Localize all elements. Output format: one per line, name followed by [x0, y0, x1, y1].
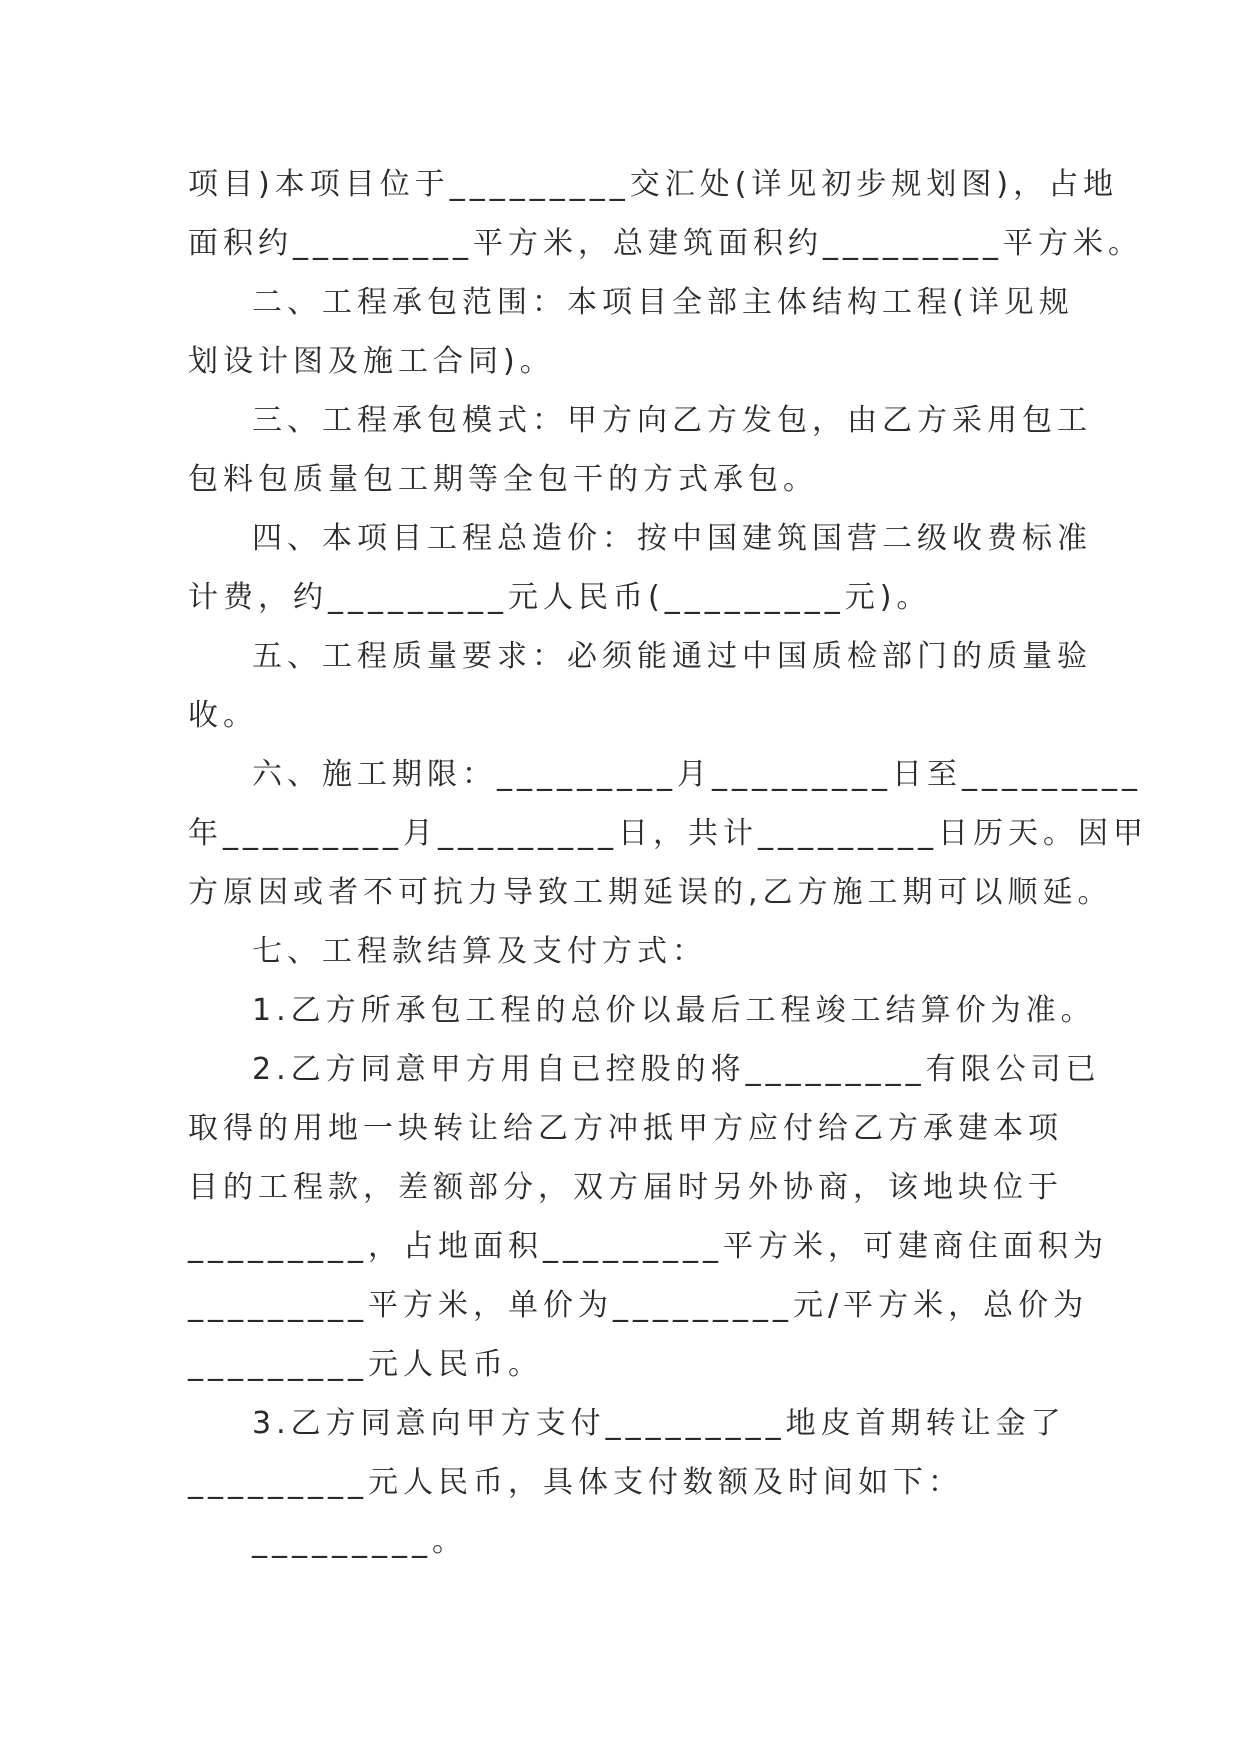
section-heading-5: 五、工程质量要求：必须能通过中国质检部门的质量验 [252, 639, 1092, 674]
section-heading-4: 四、本项目工程总造价：按中国建筑国营二级收费标准 [252, 521, 1092, 556]
section-heading-3: 三、工程承包模式：甲方向乙方发包，由乙方采用包工 [252, 403, 1092, 438]
text-line: 项目)本项目位于_________交汇处(详见初步规划图)，占地 [188, 167, 1119, 202]
document-page [188, 155, 1148, 1571]
clause-2: 2.乙方同意甲方用自已控股的将_________有限公司已 [252, 1052, 1101, 1087]
text-line: 收。 [188, 698, 258, 733]
text-line: 方原因或者不可抗力导致工期延误的,乙方施工期可以顺延。 [188, 875, 1113, 910]
section-heading-7: 七、工程款结算及支付方式： [252, 934, 707, 969]
text-line: 包料包质量包工期等全包干的方式承包。 [188, 462, 818, 497]
text-line: _________，占地面积_________平方米，可建商住面积为 [188, 1229, 1108, 1264]
text-line: _________元人民币。 [188, 1347, 543, 1382]
clause-1: 1.乙方所承包工程的总价以最后工程竣工结算价为准。 [252, 993, 1096, 1028]
text-line: 目的工程款，差额部分，双方届时另外协商，该地块位于 [188, 1170, 1063, 1205]
text-line: 年_________月_________日，共计_________日历天。因甲 [188, 816, 1148, 851]
text-line: _________。 [252, 1524, 467, 1559]
section-heading-2: 二、工程承包范围：本项目全部主体结构工程(详见规 [252, 285, 1074, 320]
clause-3: 3.乙方同意向甲方支付_________地皮首期转让金了 [252, 1406, 1066, 1441]
text-line: 取得的用地一块转让给乙方冲抵甲方应付给乙方承建本项 [188, 1111, 1063, 1146]
text-line: 面积约_________平方米，总建筑面积约_________平方米。 [188, 226, 1143, 261]
text-line: _________元人民币，具体支付数额及时间如下： [188, 1465, 963, 1500]
section-heading-6: 六、施工期限：_________月_________日至_________ [252, 757, 1142, 792]
text-line: 计费，约_________元人民币(_________元)。 [188, 580, 932, 615]
text-line: _________平方米，单价为_________元/平方米，总价为 [188, 1288, 1089, 1323]
text-line: 划设计图及施工合同)。 [188, 344, 555, 379]
